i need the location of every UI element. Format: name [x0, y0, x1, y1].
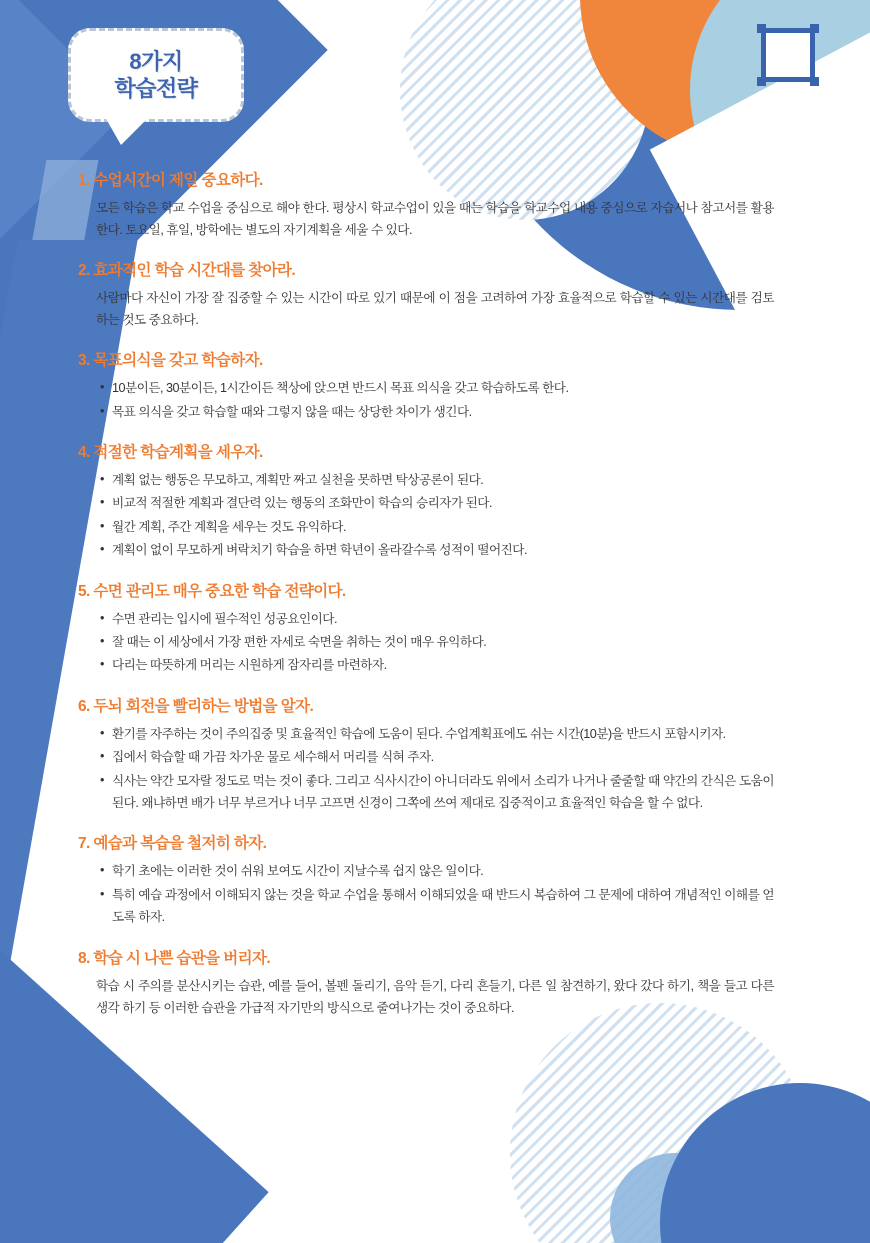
section-8 [78, 946, 774, 1019]
section-paragraph: 학습 시 주의를 분산시키는 습관, 예를 들어, 볼펜 돌리기, 음악 듣기, 다리 흔들기, 다른 일 참견하기, 왔다 갔다 하기, 책을 들고 다른 생각 하기 등 이러한 습관을 가급적 자기만의 방식으로 줄여나가는 것이 중요하다. [96, 978, 774, 1015]
list-item: • 다리는 따뜻하게 머리는 시원하게 잠자리를 마련하자. [100, 654, 774, 676]
title-line-2: 학습전략 [114, 76, 198, 101]
list-item: • 환기를 자주하는 것이 주의집중 및 효율적인 학습에 도움이 된다. 수업계획표에도 쉬는 시간(10분)을 반드시 포함시키자. [100, 723, 774, 745]
bullet-list [78, 377, 774, 423]
list-item: • 월간 계획, 주간 계획을 세우는 것도 유익하다. [100, 516, 774, 538]
list-item: • 특히 예습 과정에서 이해되지 않는 것을 학교 수업을 통해서 이해되었을 때 반드시 복습하여 그 문제에 대하여 개념적인 이해를 얻도록 하자. [100, 884, 774, 929]
list-item: • 계획이 없이 무모하게 벼락치기 학습을 하면 학년이 올라갈수록 성적이 떨어진다. [100, 539, 774, 561]
title-badge [68, 28, 244, 122]
bullet-list [78, 860, 774, 928]
section-paragraph: 모든 학습은 학교 수업을 중심으로 해야 한다. 평상시 학교수업이 있을 때는 학습을 학교수업 내용 중심으로 자습서나 참고서를 활용한다. 토요일, 휴일, 방학에는 별도의 자기계획을 세울 수 있다. [96, 201, 774, 238]
section-heading: 4. 적절한 학습계획을 세우자. [78, 443, 263, 461]
section-4 [78, 440, 774, 562]
list-item: • 계획 없는 행동은 무모하고, 계획만 짜고 실천을 못하면 탁상공론이 된다. [100, 469, 774, 491]
section-3 [78, 348, 774, 423]
list-item: • 학기 초에는 이러한 것이 쉬워 보여도 시간이 지날수록 쉽지 않은 일이다. [100, 860, 774, 882]
list-item: • 식사는 약간 모자랄 정도로 먹는 것이 좋다. 그리고 식사시간이 아니더라도 위에서 소리가 나거나 줄줄할 때 약간의 간식은 도움이 된다. 왜냐하면 배가 너무 부르거나 너무 고프면 신경이 그쪽에 쓰여 제대로 집중적이고 효율적인 학습을 할 수 없다. [100, 770, 774, 815]
section-1 [78, 168, 774, 241]
section-heading: 2. 효과적인 학습 시간대를 찾아라. [78, 262, 296, 280]
section-5 [78, 579, 774, 677]
section-6 [78, 694, 774, 815]
list-item: • 비교적 적절한 계획과 결단력 있는 행동의 조화만이 학습의 승리자가 된다. [100, 492, 774, 514]
bullet-list [78, 723, 774, 815]
section-heading: 3. 목표의식을 갖고 학습하자. [78, 352, 263, 370]
section-paragraph: 사람마다 자신이 가장 잘 집중할 수 있는 시간이 따로 있기 때문에 이 점을 고려하여 가장 효율적으로 학습할 수 있는 시간대를 검토하는 것도 중요하다. [96, 291, 774, 328]
bullet-list [78, 608, 774, 677]
section-heading: 1. 수업시간이 제일 중요하다. [78, 172, 263, 189]
section-heading: 6. 두뇌 회전을 빨리하는 방법을 알자. [78, 697, 314, 715]
list-item: • 수면 관리는 입시에 필수적인 성공요인이다. [100, 608, 774, 630]
list-item: • 10분이든, 30분이든, 1시간이든 책상에 앉으면 반드시 목표 의식을 갖고 학습하도록 한다. [100, 377, 774, 399]
bullet-list [78, 469, 774, 562]
title-line-1: 8가지 [129, 48, 183, 74]
list-item: • 목표 의식을 갖고 학습할 때와 그렇지 않을 때는 상당한 차이가 생긴다. [100, 401, 774, 423]
section-heading: 7. 예습과 복습을 철저히 하자. [78, 835, 267, 853]
section-2 [78, 258, 774, 331]
list-item: • 잘 때는 이 세상에서 가장 편한 자세로 숙면을 취하는 것이 매우 유익하다. [100, 631, 774, 653]
section-heading: 8. 학습 시 나쁜 습관을 버리자. [78, 949, 271, 967]
section-7 [78, 831, 774, 928]
section-heading: 5. 수면 관리도 매우 중요한 학습 전략이다. [78, 582, 346, 600]
list-item: • 집에서 학습할 때 가끔 차가운 물로 세수해서 머리를 식혀 주자. [100, 746, 774, 768]
